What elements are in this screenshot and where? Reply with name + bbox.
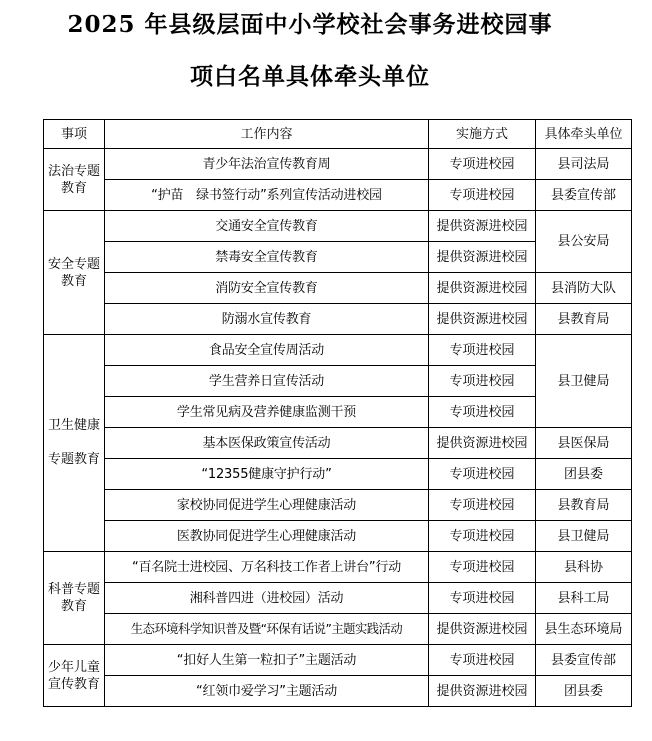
table-row — [44, 552, 632, 583]
method-cell: 提供资源进校园 — [429, 242, 536, 273]
method-cell: 提供资源进校园 — [429, 676, 536, 707]
method-cell: 专项进校园 — [429, 335, 536, 366]
table-row — [44, 428, 632, 459]
method-cell: 专项进校园 — [429, 149, 536, 180]
header-unit: 具体牵头单位 — [536, 120, 632, 149]
content-cell: 生态环境科学知识普及暨“环保有话说”主题实践活动 — [105, 614, 429, 645]
unit-cell: 县科协 — [536, 552, 632, 583]
content-cell: 食品安全宣传周活动 — [105, 335, 429, 366]
content-cell: “护苗 绿书签行动”系列宣传活动进校园 — [105, 180, 429, 211]
method-cell: 专项进校园 — [429, 521, 536, 552]
method-cell: 提供资源进校园 — [429, 304, 536, 335]
category-cell-health — [44, 335, 105, 552]
category-label: 宣传教育 — [47, 676, 100, 692]
method-cell: 提供资源进校园 — [429, 428, 536, 459]
method-cell: 专项进校园 — [429, 459, 536, 490]
unit-cell: 县司法局 — [536, 149, 632, 180]
category-label: 安全专题 — [47, 256, 100, 272]
content-cell: 交通安全宣传教育 — [105, 211, 429, 242]
unit-cell: 团县委 — [536, 676, 632, 707]
content-cell: “12355健康守护行动” — [105, 459, 429, 490]
content-cell: “扣好人生第一粒扣子”主题活动 — [105, 645, 429, 676]
table-row — [44, 676, 632, 707]
content-cell: 学生营养日宣传活动 — [105, 366, 429, 397]
table-row — [44, 180, 632, 211]
method-cell: 专项进校园 — [429, 397, 536, 428]
table-row — [44, 211, 632, 242]
unit-cell: 县卫健局 — [536, 335, 632, 428]
table-row — [44, 459, 632, 490]
category-label: 教育 — [60, 599, 87, 614]
document-title-line-1: 2025 年县级层面中小学校社会事务进校园事 — [67, 11, 553, 38]
category-label: 教育 — [60, 273, 87, 289]
content-cell: 禁毒安全宣传教育 — [105, 242, 429, 273]
header-method: 实施方式 — [429, 120, 536, 149]
content-cell: 消防安全宣传教育 — [105, 273, 429, 304]
method-cell: 专项进校园 — [429, 180, 536, 211]
table-row — [44, 149, 632, 180]
unit-cell: 县生态环境局 — [536, 614, 632, 645]
table-row — [44, 335, 632, 366]
table-row — [44, 614, 632, 645]
content-cell: “红领巾爱学习”主题活动 — [105, 676, 429, 707]
category-cell-youth — [44, 645, 105, 707]
category-label: 少年儿童 — [47, 659, 100, 675]
document-title-line-2: 项白名单具体牵头单位 — [190, 63, 430, 90]
unit-cell: 县教育局 — [536, 490, 632, 521]
method-cell: 专项进校园 — [429, 552, 536, 583]
method-cell: 专项进校园 — [429, 645, 536, 676]
table-row — [44, 490, 632, 521]
unit-cell: 团县委 — [536, 459, 632, 490]
unit-cell: 县医保局 — [536, 428, 632, 459]
table-row — [44, 645, 632, 676]
table-row — [44, 273, 632, 304]
unit-cell: 县公安局 — [536, 211, 632, 273]
content-cell: 湘科普四进（进校园）活动 — [105, 583, 429, 614]
content-cell: 学生常见病及营养健康监测干预 — [105, 397, 429, 428]
table-row — [44, 583, 632, 614]
table-row — [44, 521, 632, 552]
content-cell: 青少年法治宣传教育周 — [105, 149, 429, 180]
unit-cell: 县委宣传部 — [536, 180, 632, 211]
method-cell: 提供资源进校园 — [429, 211, 536, 242]
method-cell: 专项进校园 — [429, 366, 536, 397]
method-cell: 专项进校园 — [429, 583, 536, 614]
unit-cell: 县卫健局 — [536, 521, 632, 552]
unit-cell: 县科工局 — [536, 583, 632, 614]
category-cell-science — [44, 552, 105, 645]
whitelist-table — [43, 119, 632, 707]
category-cell-law — [44, 149, 105, 211]
unit-cell: 县教育局 — [536, 304, 632, 335]
category-label: 专题教育 — [47, 452, 100, 467]
unit-cell: 县委宣传部 — [536, 645, 632, 676]
method-cell: 专项进校园 — [429, 490, 536, 521]
method-cell: 提供资源进校园 — [429, 614, 536, 645]
header-content: 工作内容 — [105, 120, 429, 149]
table-header-row — [44, 120, 632, 149]
category-label: 卫生健康 — [47, 418, 100, 433]
content-cell: 防溺水宣传教育 — [105, 304, 429, 335]
category-label: 法治专题 — [47, 163, 100, 179]
header-category: 事项 — [44, 120, 105, 149]
content-cell: 医教协同促进学生心理健康活动 — [105, 521, 429, 552]
unit-cell: 县消防大队 — [536, 273, 632, 304]
method-cell: 提供资源进校园 — [429, 273, 536, 304]
content-cell: 家校协同促进学生心理健康活动 — [105, 490, 429, 521]
content-cell: 基本医保政策宣传活动 — [105, 428, 429, 459]
table-row — [44, 304, 632, 335]
category-label: 教育 — [60, 180, 87, 196]
category-cell-safety — [44, 211, 105, 335]
content-cell: “百名院士进校园、万名科技工作者上讲台”行动 — [105, 552, 429, 583]
category-label: 科普专题 — [47, 582, 100, 597]
